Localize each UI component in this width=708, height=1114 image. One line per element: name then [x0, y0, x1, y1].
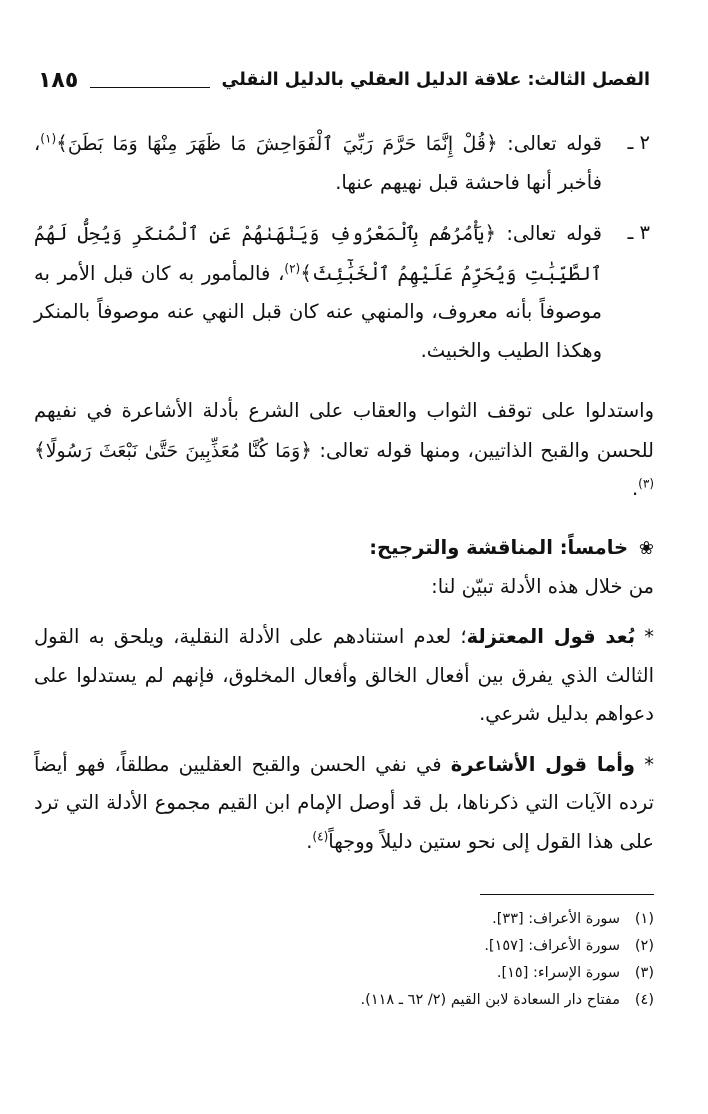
chapter-title: الفصل الثالث: علاقة الدليل العقلي بالدليل النقلي	[221, 70, 650, 90]
footnote-number: (١)	[634, 911, 654, 927]
bold-phrase: وأما قول الأشاعرة	[450, 752, 636, 776]
quran-bracket-close: ﴾	[34, 437, 46, 462]
verse-intro: قوله تعالى:	[506, 222, 603, 245]
quran-bracket-close: ﴾	[56, 131, 68, 155]
footnote-item	[34, 906, 654, 933]
flower-icon: ❀	[638, 537, 654, 559]
footnote-item	[34, 987, 654, 1014]
footnote-ref: (٢)	[284, 261, 301, 275]
footnote-ref: (٣)	[638, 476, 654, 491]
footnote-text: سورة الأعراف: [٣٣].	[492, 911, 620, 927]
quran-bracket-open: ﴿	[300, 437, 312, 462]
footnote-number: (٣)	[634, 965, 654, 981]
paragraph-ashaira-evidence	[34, 392, 654, 509]
quran-bracket-close: ﴾	[300, 260, 312, 285]
item-text: ، فأخبر أنها فاحشة قبل نهيهم عنها.	[34, 132, 602, 194]
footnotes	[34, 906, 654, 1014]
main-text	[34, 124, 654, 861]
item-number: ٢ ـ	[627, 131, 650, 154]
footnote-item	[34, 960, 654, 987]
quran-verse: قُلْ إِنَّمَا حَرَّمَ رَبِّيَ ٱلْفَوَاحِشَ مَا ظَهَرَ مِنْهَا وَمَا بَطَنَ	[67, 133, 486, 155]
quran-bracket-open: ﴿	[485, 131, 498, 155]
verse-intro: قوله تعالى:	[507, 132, 603, 155]
footnote-number: (٢)	[634, 938, 654, 954]
quran-bracket-open: ﴿	[484, 221, 497, 245]
header-rule	[90, 73, 209, 88]
footnote-number: (٤)	[634, 992, 654, 1008]
section-heading	[34, 529, 654, 568]
paragraph-text: في نفي الحسن والقبح العقليين مطلقاً، فهو أيضاً ترده الآيات التي ذكرناها، بل قد أوصل الإمام ابن القيم مجموع الأدلة التي ترد على هذا القول إلى نحو ستين دليلاً ووجهاً	[34, 752, 654, 853]
paragraph-intro: من خلال هذه الأدلة تبيّن لنا:	[431, 574, 654, 598]
section-heading-text: خامساً: المناقشة والترجيح:	[369, 535, 629, 559]
item-number: ٣ ـ	[627, 221, 650, 244]
footnote-text: سورة الأعراف: [١٥٧].	[484, 938, 620, 954]
quran-verse: وَمَا كُنَّا مُعَذِّبِينَ حَتَّىٰ نَبْعَثَ رَسُولًا	[45, 439, 301, 462]
footnote-item	[34, 933, 654, 960]
item-text: ، فالمأمور به كان قبل الأمر به موصوفاً بأنه معروف، والمنهي عنه كان قبل النهي عنه موصوفاً بالمنكر وهكذا الطيب والخبيث.	[34, 261, 602, 362]
paragraph-ashaira-view	[34, 746, 654, 862]
quran-verse: يَأْمُرُهُم بِٱلْمَعْرُوفِ وَيَنْهَىٰهُمْ عَنِ ٱلْمُنكَرِ وَيُحِلُّ لَهُمُ ٱلطَّيِّبَٰتِ وَيُحَرِّمُ عَلَيْهِمُ ٱلْخَبَٰٓئِثَ	[34, 223, 602, 285]
footnote-text: مفتاح دار السعادة لابن القيم (٢/ ٦٢ ـ ١١٨).	[360, 992, 620, 1008]
item-3	[34, 214, 654, 370]
footnote-ref: (١)	[40, 131, 57, 146]
page-number: ١٨٥	[38, 67, 79, 93]
footnote-text: سورة الإسراء: [١٥].	[496, 965, 620, 981]
paragraph-end: .	[306, 829, 313, 853]
paragraph-end: .	[631, 477, 639, 500]
paragraph-text: واستدلوا على توقف الثواب والعقاب على الشرع بأدلة الأشاعرة في نفيهم للحسن والقبح الذاتيين، ومنها قوله تعالى:	[34, 399, 654, 462]
bullet-star: *	[644, 625, 654, 648]
item-2	[34, 124, 654, 202]
paragraph-text: ؛ لعدم استنادهم على الأدلة النقلية، ويلحق به القول الثالث الذي يفرق بين أفعال الخالق وأفعال المخلوق، فإنهم لم يستدلوا على دعواهم بدليل شرعي.	[34, 625, 654, 725]
bold-phrase: بُعد قول المعتزلة	[466, 625, 636, 648]
page-header	[38, 62, 650, 98]
bullet-star: *	[644, 752, 655, 776]
paragraph-mutazila	[34, 618, 654, 734]
footnote-ref: (٤)	[312, 829, 329, 843]
footnote-separator	[480, 894, 654, 895]
